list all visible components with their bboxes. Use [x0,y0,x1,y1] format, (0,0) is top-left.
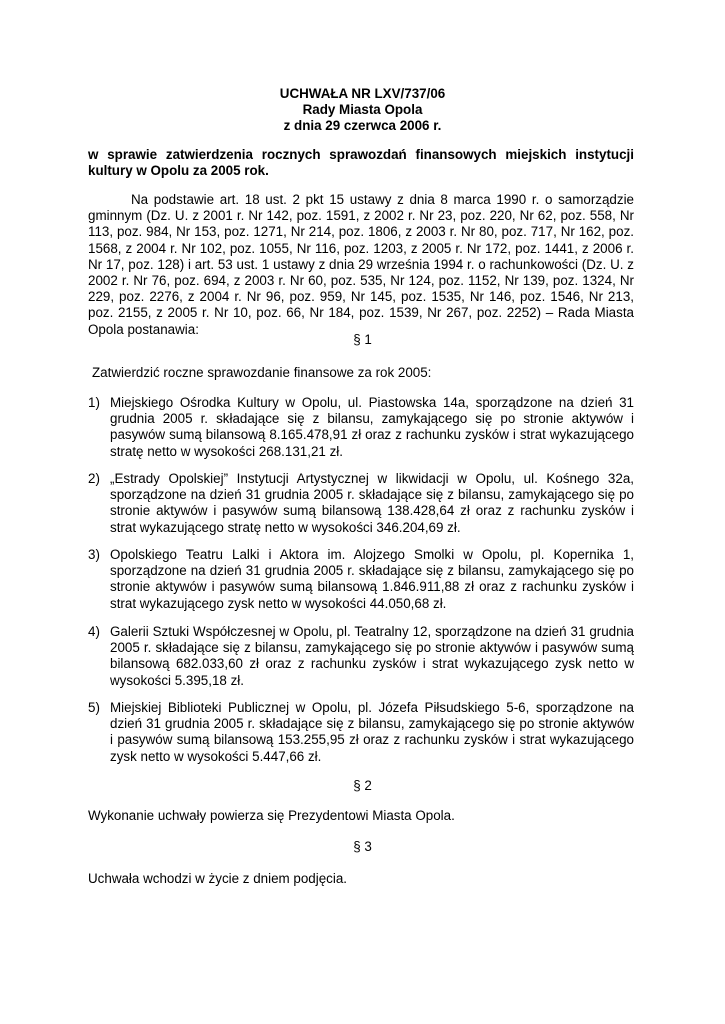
list-item [88,700,634,765]
council-name: Rady Miasta Opola [302,102,423,117]
list-item-text: Galerii Sztuki Współczesnej w Opolu, pl. Teatralny 12, sporządzone na dzień 31 grudnia 2005 r. składające się z bilansu, zamykającego się po stronie aktywów i pasywów sumą bilansową 682.033,60 zł oraz z rachunku zysków i strat wykazującego zysk netto w wysokości 5.395,18 zł. [110,624,634,688]
section-2-text: Wykonanie uchwały powierza się Prezydentowi Miasta Opola. [88,808,455,823]
list-item-number: 1) [88,395,100,410]
section-1-intro: Zatwierdzić roczne sprawozdanie finansowe za rok 2005: [92,365,432,380]
list-item [88,547,634,612]
list-item-number: 3) [88,547,100,562]
resolution-number: UCHWAŁA NR LXV/737/06 [279,86,446,101]
list-item-number: 2) [88,471,100,486]
list-item-number: 5) [88,700,100,715]
list-item-text: „Estrady Opolskiej” Instytucji Artystycznej w likwidacji w Opolu, ul. Kośnego 32a, sporządzone na dzień 31 grudnia 2005 r. składające się z bilansu, zamykającego się po stronie aktywów i pasywów sumą bilansową 138.428,64 zł oraz z rachunku zysków i strat wykazującego stratę netto w wysokości 346.204,69 zł. [110,471,634,535]
list-item-text: Miejskiej Biblioteki Publicznej w Opolu, pl. Józefa Piłsudskiego 5-6, sporządzone na dzień 31 grudnia 2005 r. składające się z bilansu, zamykającego się po stronie aktywów i pasywów sumą bilansową 153.255,95 zł oraz z rachunku zysków i strat wykazującego zysk netto w wysokości 5.447,66 zł. [110,700,634,764]
list-item [88,395,634,460]
list-item [88,471,634,536]
list-item-text: Miejskiego Ośrodka Kultury w Opolu, ul. Piastowska 14a, sporządzone na dzień 31 grudnia 2005 r. składające się z bilansu, zamykającego się po stronie aktywów i pasywów sumą bilansową 8.165.478,91 zł oraz z rachunku zysków i strat wykazującego stratę netto w wysokości 268.131,21 zł. [110,395,634,459]
section-3-heading: § 3 [353,839,372,854]
list-item [88,624,634,689]
list-item-number: 4) [88,624,100,639]
legal-basis-preamble: Na podstawie art. 18 ust. 2 pkt 15 ustawy z dnia 8 marca 1990 r. o samorządzie gminnym (Dz. U. z 2001 r. Nr 142, poz. 1591, z 2002 r. Nr 23, poz. 220, Nr 62, poz. 558, Nr 113, poz. 984, Nr 153, poz. 1271, Nr 214, poz. 1806, z 2003 r. Nr 80, poz. 717, Nr 162, poz. 1568, z 2004 r. Nr 102, poz. 1055, Nr 116, poz. 1203, z 2005 r. Nr 172, poz. 1441, z 2006 r. Nr 17, poz. 128) i art. 53 ust. 1 ustawy z dnia 29 września 1994 r. o rachunkowości (Dz. U. z 2002 r. Nr 76, poz. 694, z 2003 r. Nr 60, poz. 535, Nr 124, poz. 1152, Nr 139, poz. 1324, Nr 229, poz. 2276, z 2004 r. Nr 96, poz. 959, Nr 145, poz. 1535, Nr 146, poz. 1546, Nr 213, poz. 2155, z 2005 r. Nr 10, poz. 66, Nr 184, poz. 1539, Nr 267, poz. 2252) – Rada Miasta Opola postanawia: [88,192,634,337]
section-3-text: Uchwała wchodzi w życie z dniem podjęcia. [88,871,347,886]
resolution-header [0,86,725,134]
resolution-date: z dnia 29 czerwca 2006 r. [283,118,442,133]
resolution-subject: w sprawie zatwierdzenia rocznych sprawozdań finansowych miejskich instytucji kultury w Opolu za 2005 rok. [88,147,634,179]
section-2-heading: § 2 [353,778,372,793]
list-item-text: Opolskiego Teatru Lalki i Aktora im. Alojzego Smolki w Opolu, pl. Kopernika 1, sporządzone na dzień 31 grudnia 2005 r. składające się z bilansu, zamykającego się po stronie aktywów i pasywów sumą bilansową 1.846.911,88 zł oraz z rachunku zysków i strat wykazującego zysk netto w wysokości 44.050,68 zł. [110,547,634,611]
section-1-heading: § 1 [353,332,372,347]
